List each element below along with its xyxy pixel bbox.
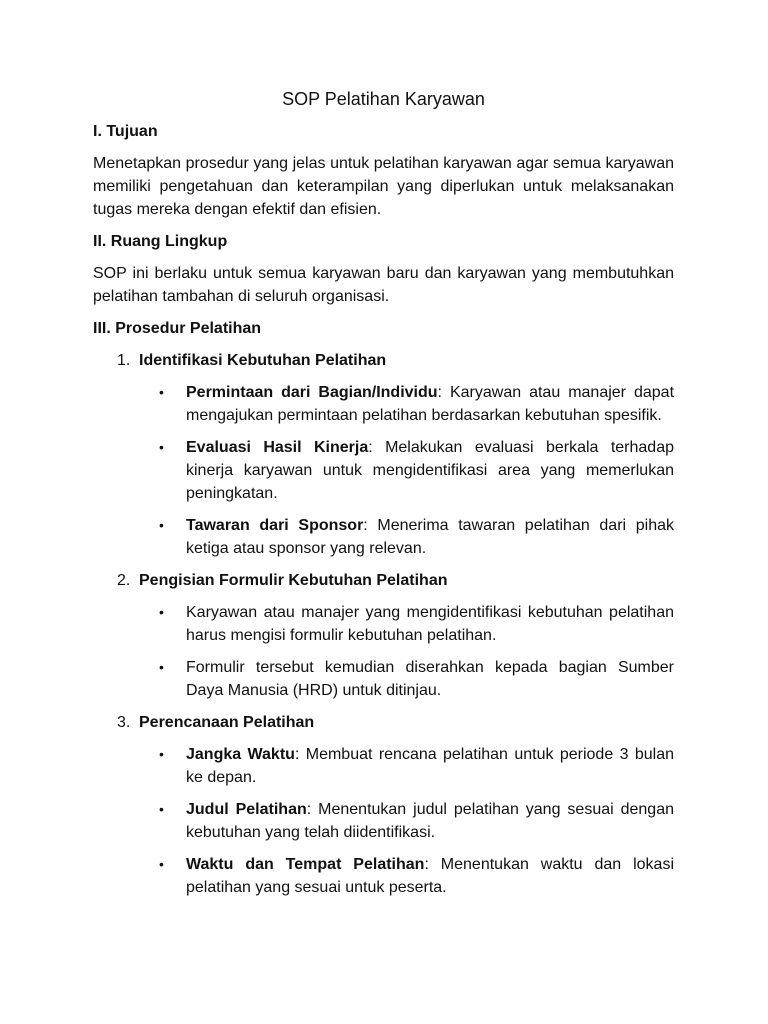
step-number: 1. (117, 352, 131, 369)
bullet-list (93, 743, 674, 899)
list-item-description: Melakukan evaluasi berkala terhadap kinerja karyawan untuk mengidentifikasi area yang memerlukan peningkatan. (186, 439, 675, 502)
bullet-list (93, 601, 674, 702)
list-item-description: Karyawan atau manajer yang mengidentifikasi kebutuhan pelatihan harus mengisi formulir kebutuhan pelatihan. (186, 604, 674, 644)
list-item-description: Menentukan waktu dan lokasi pelatihan yang sesuai untuk peserta. (186, 856, 674, 896)
bullet-icon: • (159, 439, 164, 455)
step-title: Pengisian Formulir Kebutuhan Pelatihan (139, 572, 448, 589)
list-item (93, 798, 674, 844)
section-text-ruang-lingkup: SOP ini berlaku untuk semua karyawan baru dan karyawan yang membutuhkan pelatihan tambahan di seluruh organisasi. (93, 265, 674, 305)
term-separator: : (363, 517, 378, 534)
bullet-icon: • (159, 659, 164, 675)
list-item (93, 656, 674, 702)
list-item-text (186, 381, 674, 427)
procedure-step (93, 349, 674, 560)
step-heading (93, 711, 674, 734)
term-separator: : (437, 384, 450, 401)
step-number: 3. (117, 714, 131, 731)
list-item (93, 853, 674, 899)
list-item-text (186, 853, 674, 899)
list-item (93, 381, 674, 427)
list-item-term: Tawaran dari Sponsor (186, 517, 364, 534)
list-item-description: Membuat rencana pelatihan untuk periode 3 bulan ke depan. (186, 746, 674, 786)
step-number: 2. (117, 572, 131, 589)
procedure-step (93, 569, 674, 702)
list-item-text (186, 601, 674, 647)
list-item-term: Judul Pelatihan (186, 801, 307, 818)
list-item (93, 601, 674, 647)
term-separator: : (294, 746, 306, 763)
term-separator: : (368, 439, 386, 456)
step-heading (93, 569, 674, 592)
bullet-icon: • (159, 856, 164, 872)
list-item (93, 743, 674, 789)
list-item (93, 514, 674, 560)
term-separator: : (306, 801, 319, 818)
list-item-text (186, 798, 674, 844)
list-item-text (186, 514, 674, 560)
list-item-term: Evaluasi Hasil Kinerja (186, 439, 369, 456)
document-page (93, 86, 674, 908)
list-item-description: Karyawan atau manajer dapat mengajukan permintaan pelatihan berdasarkan kebutuhan spesifik. (186, 384, 675, 424)
list-item-text (186, 743, 674, 789)
section-heading-tujuan: I. Tujuan (93, 123, 158, 140)
list-item-text (186, 436, 674, 505)
step-title: Perencanaan Pelatihan (139, 714, 315, 731)
bullet-icon: • (159, 746, 164, 762)
list-item-term: Permintaan dari Bagian/Individu (186, 384, 438, 401)
bullet-list (93, 381, 674, 560)
list-item-term: Waktu dan Tempat Pelatihan (186, 856, 425, 873)
bullet-icon: • (159, 517, 164, 533)
list-item-description: Formulir tersebut kemudian diserahkan kepada bagian Sumber Daya Manusia (HRD) untuk ditinjau. (186, 659, 674, 699)
bullet-icon: • (159, 801, 164, 817)
list-item-term: Jangka Waktu (186, 746, 295, 763)
bullet-icon: • (159, 384, 164, 400)
section-heading-ruang-lingkup: II. Ruang Lingkup (93, 233, 228, 250)
bullet-icon: • (159, 604, 164, 620)
step-title: Identifikasi Kebutuhan Pelatihan (139, 352, 387, 369)
section-heading-prosedur: III. Prosedur Pelatihan (93, 320, 262, 337)
term-separator: : (424, 856, 441, 873)
list-item-description: Menentukan judul pelatihan yang sesuai dengan kebutuhan yang telah diidentifikasi. (186, 801, 675, 841)
list-item-text (186, 656, 674, 702)
step-heading (93, 349, 674, 372)
procedure-step (93, 711, 674, 899)
list-item (93, 436, 674, 505)
list-item-description: Menerima tawaran pelatihan dari pihak ketiga atau sponsor yang relevan. (186, 517, 674, 557)
document-title: SOP Pelatihan Karyawan (282, 89, 485, 109)
section-text-tujuan: Menetapkan prosedur yang jelas untuk pelatihan karyawan agar semua karyawan memiliki pengetahuan dan keterampilan yang diperlukan untuk melaksanakan tugas mereka dengan efektif dan efisien. (93, 155, 674, 218)
